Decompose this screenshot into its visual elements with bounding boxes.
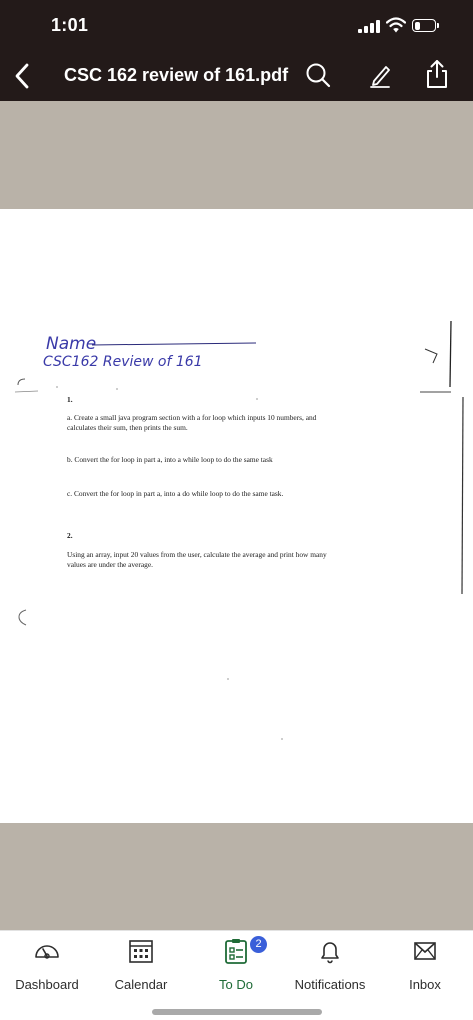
tab-dashboard[interactable]	[0, 937, 94, 991]
battery-fill	[415, 22, 420, 30]
back-chevron-icon[interactable]	[6, 59, 40, 93]
tab-notifications[interactable]	[283, 937, 377, 991]
tab-inbox[interactable]	[378, 937, 472, 991]
question-1b: b. Convert the for loop in part a, into a while loop to do the same task	[67, 455, 273, 464]
pdf-viewer[interactable]	[0, 101, 473, 930]
tab-todo[interactable]	[189, 937, 283, 991]
dashboard-icon	[33, 937, 61, 965]
top-header	[0, 0, 473, 101]
search-icon[interactable]	[304, 61, 332, 89]
tab-calendar[interactable]	[94, 937, 188, 991]
cellular-signal-icon	[358, 20, 380, 33]
tab-notifications-label: Notifications	[294, 977, 366, 992]
speck	[56, 386, 57, 387]
todo-icon	[222, 937, 250, 965]
speck	[227, 678, 228, 679]
question-2-line-2: values are under the average.	[67, 560, 153, 569]
page-marks	[0, 209, 473, 823]
share-icon[interactable]	[422, 58, 452, 90]
handwritten-name: Name	[46, 334, 97, 354]
tab-dashboard-label: Dashboard	[15, 977, 79, 992]
question-2-number: 2.	[67, 531, 73, 540]
tab-calendar-label: Calendar	[114, 977, 168, 992]
handwritten-course: CSC162 Review of 161	[43, 354, 203, 370]
question-1c: c. Convert the for loop in part a, into a do while loop to do the same task.	[67, 489, 284, 498]
question-2-line-1: Using an array, input 20 values from the user, calculate the average and print how many	[67, 550, 327, 559]
question-1a-line-1: a. Create a small java program section with a for loop which inputs 10 numbers, and	[67, 413, 317, 422]
annotate-pen-icon[interactable]	[366, 61, 394, 89]
tab-inbox-label: Inbox	[409, 977, 441, 992]
speck	[116, 388, 117, 389]
pdf-page[interactable]	[0, 209, 473, 823]
hole-mark	[18, 379, 25, 385]
margin-line-top	[450, 321, 451, 387]
hole-line	[15, 391, 38, 392]
home-indicator[interactable]	[152, 1009, 322, 1015]
question-1a-line-2: calculates their sum, then prints the sum.	[67, 423, 188, 432]
battery-icon	[412, 19, 436, 32]
bell-icon	[316, 937, 344, 965]
envelope-icon	[411, 937, 439, 965]
wifi-icon	[386, 16, 406, 34]
margin-line-right	[462, 397, 463, 594]
tab-todo-label: To Do	[219, 977, 253, 992]
bottom-tab-bar	[0, 930, 473, 1020]
speck	[256, 398, 257, 399]
hole-mark	[19, 610, 26, 625]
name-underline	[92, 343, 256, 345]
question-1-number: 1.	[67, 395, 73, 404]
corner-mark	[425, 349, 437, 363]
speck	[281, 738, 282, 739]
todo-count-badge: 2	[250, 936, 267, 953]
document-title: CSC 162 review of 161.pdf	[64, 65, 289, 85]
status-time: 1:01	[51, 15, 89, 35]
calendar-icon	[127, 937, 155, 965]
